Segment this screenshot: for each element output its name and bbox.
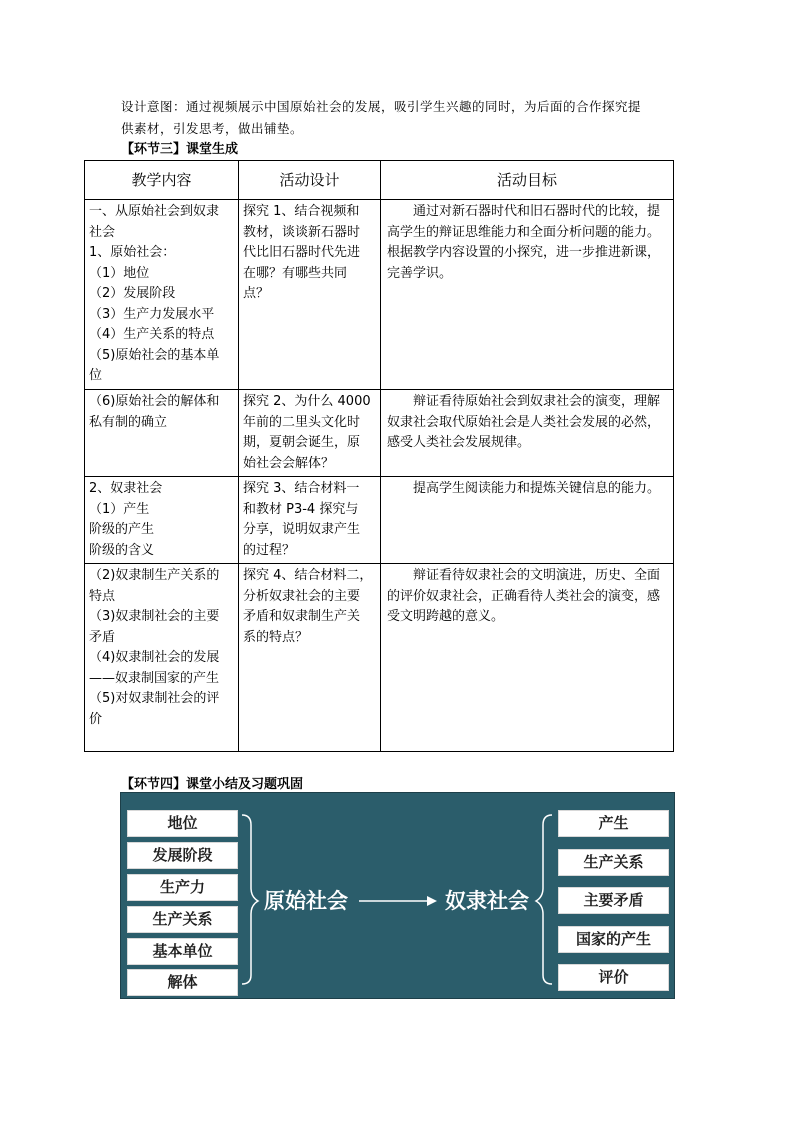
cell-line: 的过程？	[243, 542, 296, 558]
content-cell	[85, 564, 239, 752]
primitive-society-label: 原始社会	[264, 889, 348, 913]
cell-line: 系的特点？	[243, 629, 309, 645]
content-cell	[85, 390, 239, 477]
summary-diagram	[120, 792, 675, 999]
design-intent	[121, 96, 677, 140]
left-item-box: 解体	[127, 969, 238, 996]
cell-line: 分析奴隶社会的主要	[243, 588, 361, 604]
slave-society-label: 奴隶社会	[445, 889, 529, 913]
header-content: 教学内容	[85, 161, 239, 200]
right-item-box: 主要矛盾	[558, 887, 669, 914]
cell-line: 点？	[243, 286, 270, 301]
goal-cell: 提高学生阅读能力和提炼关键信息的能力。	[381, 477, 674, 564]
cell-line: （1）产生	[89, 501, 150, 517]
cell-line: （6)原始社会的解体和	[89, 394, 220, 409]
cell-line: 矛盾	[89, 629, 116, 645]
cell-line: （3)奴隶制社会的主要	[89, 609, 220, 624]
cell-line: 矛盾和奴隶制生产关	[243, 609, 361, 624]
cell-line: 1、原始社会：	[89, 245, 176, 260]
cell-line: （1）地位	[89, 265, 150, 281]
left-item-box: 生产关系	[127, 906, 238, 933]
section-3-title: 【环节三】课堂生成	[121, 142, 239, 157]
header-goal: 活动目标	[381, 161, 674, 200]
content-cell	[85, 200, 239, 390]
cell-line: 阶级的产生	[89, 522, 155, 537]
cell-line: 代比旧石器时代先进	[243, 245, 361, 260]
cell-line: 2、奴隶社会	[89, 481, 163, 496]
right-item-box: 国家的产生	[558, 926, 669, 953]
cell-line: （2）发展阶段	[89, 286, 176, 301]
cell-line: 价	[89, 711, 103, 727]
table-row	[85, 200, 674, 390]
left-item-box: 发展阶段	[127, 842, 238, 869]
cell-line: 一、从原始社会到奴隶	[89, 204, 220, 219]
goal-cell: 辩证看待原始社会到奴隶社会的演变，理解奴隶社会取代原始社会是人类社会发展的必然，感受人类社会发展规律。	[381, 390, 674, 477]
cell-line: 社会	[89, 224, 116, 240]
cell-line: 年前的二里头文化时	[243, 414, 361, 430]
cell-line: （2)奴隶制生产关系的	[89, 568, 220, 583]
cell-line: 探究 1、结合视频和	[243, 204, 360, 219]
table-row	[85, 390, 674, 477]
goal-cell: 辩证看待奴隶社会的文明演进，历史、全面的评价奴隶社会，正确看待人类社会的演变，感受文明跨越的意义。	[381, 564, 674, 752]
left-item-box: 地位	[127, 810, 238, 837]
cell-line: 位	[89, 368, 103, 383]
activity-cell	[239, 564, 381, 752]
right-item-box: 生产关系	[558, 849, 669, 876]
design-intent-line-1: 设计意图：通过视频展示中国原始社会的发展，吸引学生兴趣的同时，为后面的合作探究提	[121, 99, 642, 114]
cell-line: （5)原始社会的基本单	[89, 347, 220, 363]
cell-line: 在哪？有哪些共同	[243, 265, 348, 281]
cell-line: 始社会会解体？	[243, 455, 335, 471]
activity-cell	[239, 390, 381, 477]
right-item-box: 评价	[558, 964, 669, 991]
table-row	[85, 477, 674, 564]
cell-line: （4)奴隶制社会的发展	[89, 650, 220, 665]
right-item-box: 产生	[558, 810, 669, 837]
activity-cell	[239, 200, 381, 390]
design-intent-line-2: 供素材，引发思考，做出铺垫。	[121, 121, 304, 136]
section-4-title: 【环节四】课堂小结及习题巩固	[121, 777, 304, 792]
cell-line: 探究 2、为什么 4000	[243, 394, 371, 409]
cell-line: 阶级的含义	[89, 542, 155, 558]
activity-cell	[239, 477, 381, 564]
goal-cell: 通过对新石器时代和旧石器时代的比较，提高学生的辩证思维能力和全面分析问题的能力。根据教学内容设置的小探究，进一步推进新课，完善学识。	[381, 200, 674, 390]
table-row	[85, 564, 674, 752]
lesson-table	[84, 160, 674, 752]
table-header-row	[85, 161, 674, 200]
cell-line: 探究 3、结合材料一	[243, 481, 360, 496]
arrow-head	[427, 896, 437, 906]
cell-line: 私有制的确立	[89, 414, 168, 430]
cell-line: （5)对奴隶制社会的评	[89, 691, 220, 706]
content-cell	[85, 477, 239, 564]
cell-line: 教材，谈谈新石器时	[243, 224, 361, 240]
cell-line: （4）生产关系的特点	[89, 327, 215, 342]
cell-line: 分享，说明奴隶产生	[243, 522, 361, 537]
cell-line: 探究 4、结合材料二，	[243, 568, 373, 583]
cell-line: 期，夏朝会诞生，原	[243, 435, 361, 450]
cell-line: （3）生产力发展水平	[89, 306, 215, 322]
cell-line: 和教材 P3-4 探究与	[243, 501, 359, 517]
cell-line: ——奴隶制国家的产生	[89, 670, 220, 686]
left-item-box: 基本单位	[127, 938, 238, 965]
header-activity: 活动设计	[239, 161, 381, 200]
cell-line: 特点	[89, 588, 116, 604]
left-brace	[242, 815, 258, 984]
left-item-box: 生产力	[127, 874, 238, 901]
right-brace	[536, 815, 552, 984]
